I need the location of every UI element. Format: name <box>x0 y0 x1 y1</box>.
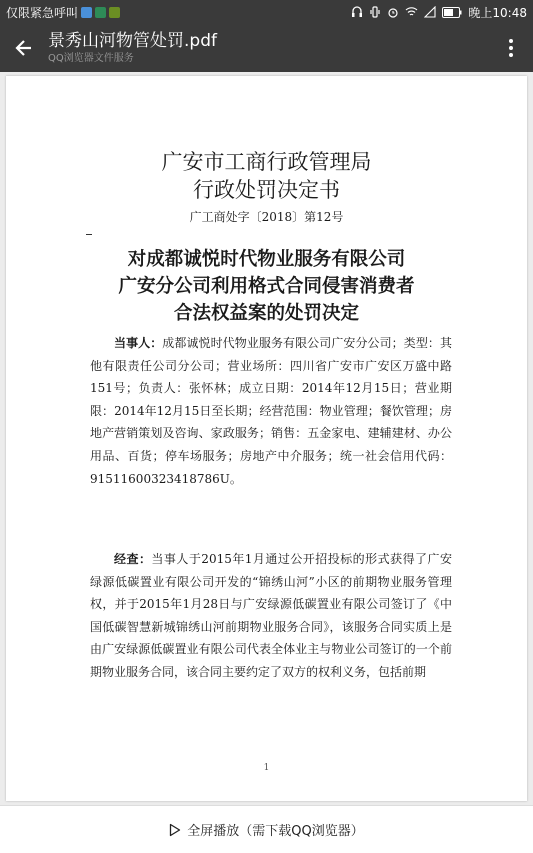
wifi-icon <box>405 6 418 18</box>
facts-label: 经查： <box>114 552 152 566</box>
fullscreen-play-label: 全屏播放（需下载QQ浏览器） <box>187 824 364 839</box>
carrier-text: 仅限紧急呼叫 <box>6 5 79 20</box>
case-title-line: 对成都诚悦时代物业服务有限公司 <box>127 249 406 270</box>
file-title: 景秀山河物管处罚.pdf <box>48 31 217 51</box>
signal-icon <box>424 6 436 18</box>
battery-icon <box>442 7 462 18</box>
facts-text: 当事人于2015年1月通过公开招投标的形式获得了广安绿源低碳置业有限公司开发的“锦绣山河”小区的前期物业服务管理权，并于2015年1月28日与广安绿源低碳置业有限公司签订了《中国低碳智慧新城锦绣山河前期物业服务合同》，该服务合同实质上是由广安绿源低碳置业有限公司代表全体业主与物业公司签订的一个前期物业服务合同，该合同主要约定了双方的权利义务，包括前期 <box>90 552 452 679</box>
case-title-line: 广安分公司利用格式合同侵害消费者 <box>118 276 415 297</box>
case-title <box>6 246 527 327</box>
pdf-page <box>6 76 527 801</box>
party-label: 当事人： <box>114 336 163 350</box>
notification-image-icon <box>95 7 106 18</box>
title-bar <box>0 24 533 72</box>
margin-mark <box>86 234 92 235</box>
vibrate-icon <box>369 6 381 18</box>
arrow-left-icon <box>14 38 34 58</box>
headset-icon <box>351 6 363 18</box>
status-right <box>351 4 527 21</box>
play-icon <box>169 823 181 837</box>
more-menu-button[interactable] <box>499 34 523 62</box>
document-type: 行政处罚决定书 <box>193 178 340 202</box>
fullscreen-play-button[interactable] <box>0 805 533 853</box>
more-vertical-icon <box>508 38 514 58</box>
issuing-authority: 广安市工商行政管理局 <box>161 150 372 174</box>
page-number: 1 <box>263 763 270 773</box>
case-title-line: 合法权益案的处罚决定 <box>173 303 359 324</box>
status-bar <box>0 0 533 24</box>
party-text: 成都诚悦时代物业服务有限公司广安分公司；类型：其他有限责任公司分公司；营业场所：四川省广安市广安区万盛中路151号；负责人：张怀林；成立日期：2014年12月15日；营业期限：2014年12月15日至长期；经营范围：物业管理；餐饮管理；房地产营销策划及咨询、家政服务；销售：五金家电、建辅建材、办公用品、百货；停车场服务；房地产中介服务；统一社会信用代码：91511600323418786U。 <box>90 336 452 486</box>
back-button[interactable] <box>10 34 38 62</box>
file-subtitle: QQ浏览器文件服务 <box>48 53 134 64</box>
notification-game-icon <box>109 7 120 18</box>
document-number: 广工商处字〔2018〕第12号 <box>189 210 344 224</box>
status-left <box>6 4 120 21</box>
alarm-icon <box>387 6 399 18</box>
notification-app-icon <box>81 7 92 18</box>
facts-paragraph <box>90 548 452 684</box>
pdf-viewer[interactable] <box>0 72 533 805</box>
clock: 晚上10:48 <box>468 5 527 20</box>
party-paragraph <box>90 332 452 490</box>
